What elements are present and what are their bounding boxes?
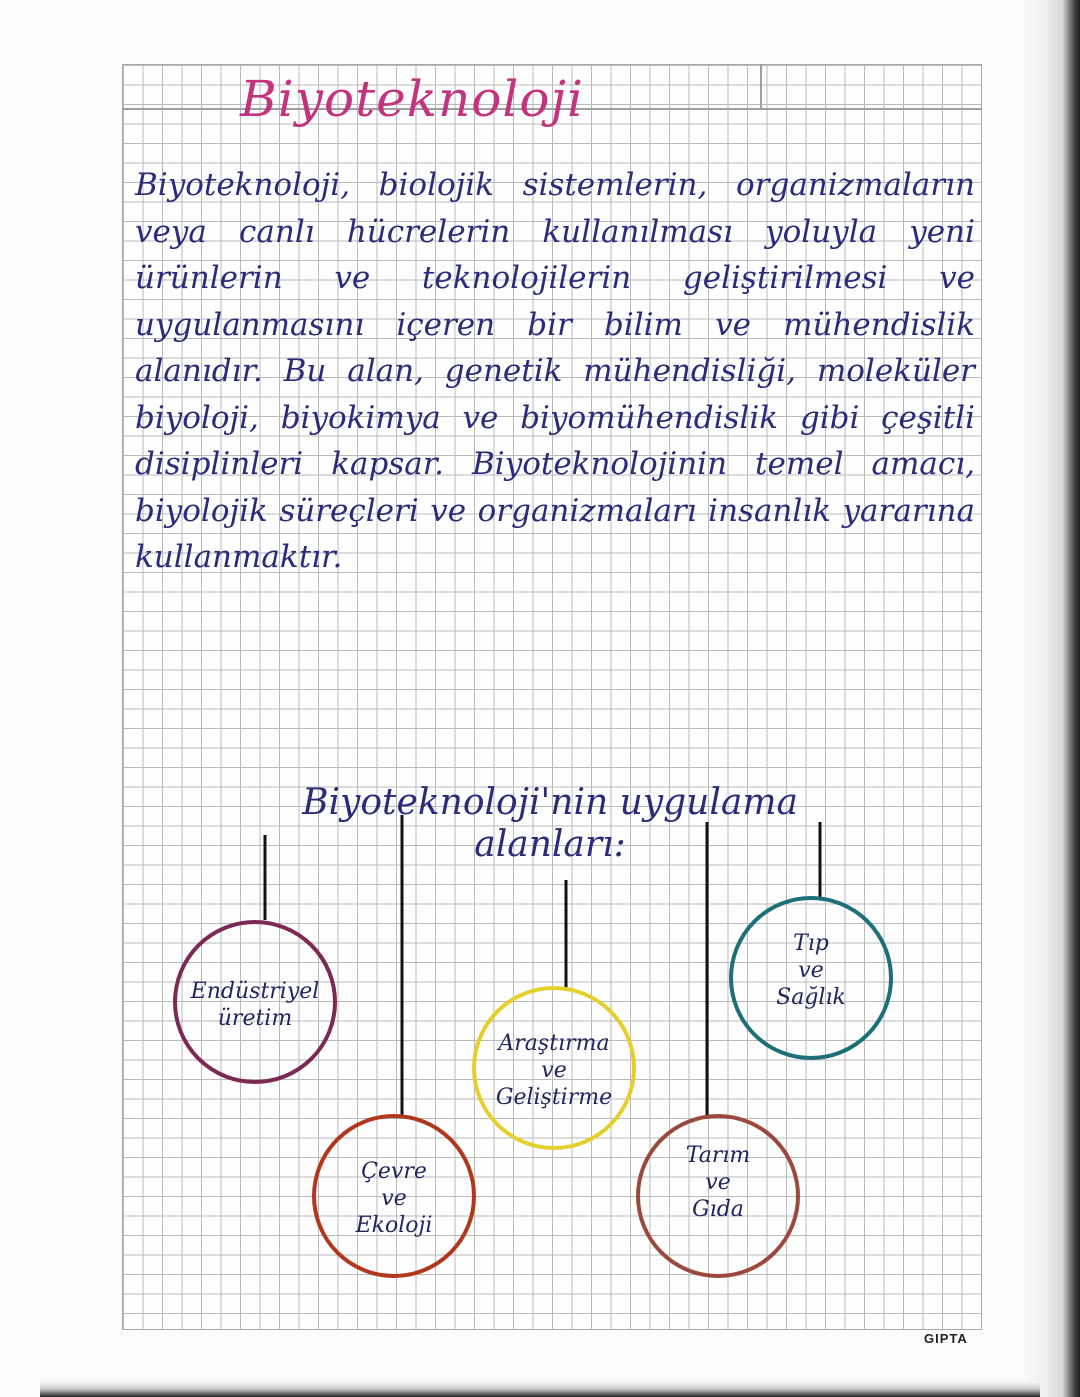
node-line: Sağlık xyxy=(776,985,846,1010)
node-line: ve xyxy=(541,1058,567,1083)
node-line: Endüstriyel xyxy=(190,979,320,1004)
node-line: Tıp xyxy=(793,931,829,956)
node-line: ve xyxy=(798,958,824,983)
notebook-spine xyxy=(1022,0,1080,1397)
node-line: Tarım xyxy=(685,1143,751,1168)
page-title: Biyoteknoloji xyxy=(240,70,584,128)
node-line: Araştırma xyxy=(498,1031,610,1056)
node-line: ve xyxy=(705,1170,731,1195)
body-paragraph: Biyoteknoloji, biolojik sistemlerin, organizmaların veya canlı hücrelerin kullanılması yoluyla yeni ürünlerin ve teknolojilerin geliştirilmesi ve uygulanmasını içeren bir bilim ve mühendislik alanıdır. Bu alan, genetik mühendisliği, moleküler biyoloji, biyokimya ve biyomühendislik gibi çeşitli disiplinleri kapsar. Biyoteknolojinin temel amacı, biyolojik süreçleri ve organizmaları insanlık yararına kullanmaktır. xyxy=(135,167,975,575)
brand-logo-text: GIPTA xyxy=(924,1331,968,1346)
node-line: üretim xyxy=(217,1006,293,1031)
node-label-tarim xyxy=(638,1142,798,1223)
node-line: ve xyxy=(381,1186,407,1211)
node-label-endustriyel xyxy=(165,978,345,1032)
node-label-tip xyxy=(731,930,891,1011)
node-label-cevre xyxy=(314,1158,474,1239)
diagram-heading: Biyoteknoloji'nin uygulama alanları: xyxy=(302,782,798,865)
node-line: Çevre xyxy=(361,1159,427,1184)
node-line: Gıda xyxy=(692,1197,744,1222)
node-line: Ekoloji xyxy=(355,1213,433,1238)
node-label-arastirma xyxy=(474,1030,634,1111)
node-line: Geliştirme xyxy=(495,1085,613,1110)
page-bottom-edge xyxy=(40,1381,1040,1397)
